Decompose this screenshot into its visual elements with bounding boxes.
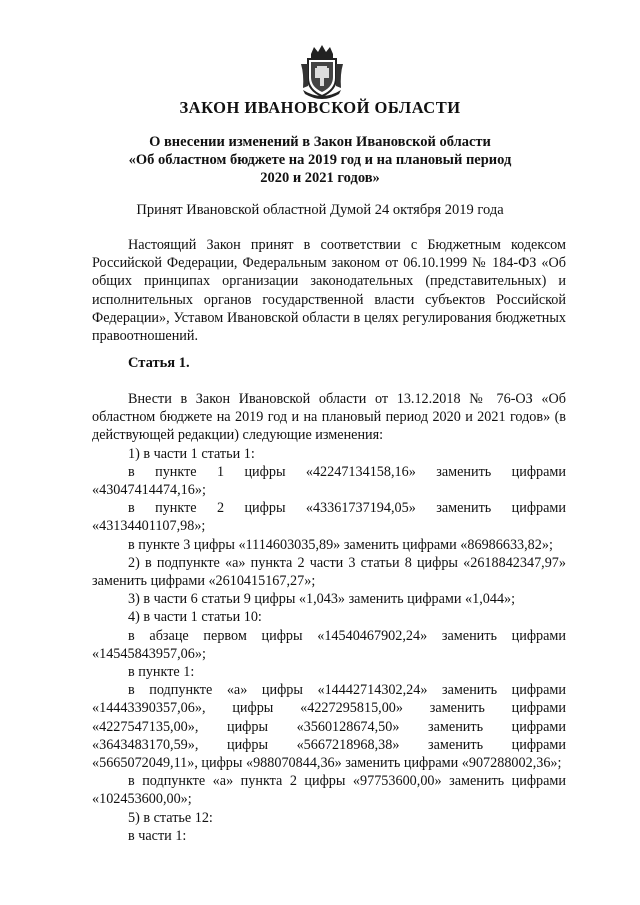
- adoption-line: Принят Ивановской областной Думой 24 октября 2019 года: [136, 202, 504, 218]
- amendment-paragraph: 2) в подпункте «а» пункта 2 части 3 статьи 8 цифры «2618842347,97» заменить цифрами «2610415167,27»;: [92, 554, 566, 590]
- amendment-paragraph: 5) в статье 12:: [128, 809, 213, 826]
- amendment-paragraph: Внести в Закон Ивановской области от 13.12.2018 № 76-ОЗ «Об областном бюджете на 2019 год и на плановый период 2020 и 2021 годов» (в действующей редакции) следующие изменения:: [92, 391, 566, 444]
- subtitle-line: 2020 и 2021 годов»: [260, 170, 380, 186]
- law-title: ЗАКОН ИВАНОВСКОЙ ОБЛАСТИ: [179, 98, 461, 117]
- amendments-list: [92, 390, 566, 845]
- amendment-paragraph: 1) в части 1 статьи 1:: [128, 445, 255, 462]
- amendment-paragraph: в подпункте «а» пункта 2 цифры «97753600,00» заменить цифрами «102453600,00»;: [92, 773, 566, 808]
- amendment-paragraph: в подпункте «а» цифры «14442714302,24» заменить цифрами «14443390357,06», цифры «4227295815,00» заменить цифрами «4227547135,00», цифры «3560128674,50» заменить цифрами «3643483170,59», цифры «5667218968,38» заменить цифрами «5665072049,11», цифры «988070844,36» заменить цифрами «907288002,36»;: [92, 682, 566, 772]
- subtitle-line: О внесении изменений в Закон Ивановской области: [149, 134, 491, 150]
- amendment-paragraph: 3) в части 6 статьи 9 цифры «1,043» заменить цифрами «1,044»;: [128, 591, 516, 608]
- article-heading: Статья 1.: [128, 355, 190, 371]
- amendment-paragraph: в части 1:: [128, 827, 187, 844]
- coat-of-arms-icon: [299, 44, 345, 100]
- amendment-paragraph: в абзаце первом цифры «14540467902,24» заменить цифрами «14545843957,06»;: [92, 627, 566, 662]
- amendment-paragraph: в пункте 3 цифры «1114603035,89» заменить цифрами «86986633,82»;: [128, 536, 553, 553]
- law-subtitle: [90, 133, 550, 187]
- amendment-paragraph: в пункте 1 цифры «42247134158,16» заменить цифрами «43047414474,16»;: [92, 463, 566, 499]
- intro-paragraph: Настоящий Закон принят в соответствии с Бюджетным кодексом Российской Федерации, Федеральным законом от 06.10.1999 № 184-ФЗ «Об общих принципах организации законодательных (представительных) и исполнительных органов государственной власти субъектов Российской Федерации», Уставом Ивановской области в целях регулирования бюджетных правоотношений.: [92, 237, 566, 345]
- amendment-paragraph: в пункте 2 цифры «43361737194,05» заменить цифрами «43134401107,98»;: [92, 500, 566, 535]
- amendment-paragraph: 4) в части 1 статьи 10:: [128, 609, 262, 626]
- subtitle-line: «Об областном бюджете на 2019 год и на плановый период: [128, 152, 512, 168]
- amendment-paragraph: в пункте 1:: [128, 664, 195, 681]
- intro-section: [92, 236, 566, 345]
